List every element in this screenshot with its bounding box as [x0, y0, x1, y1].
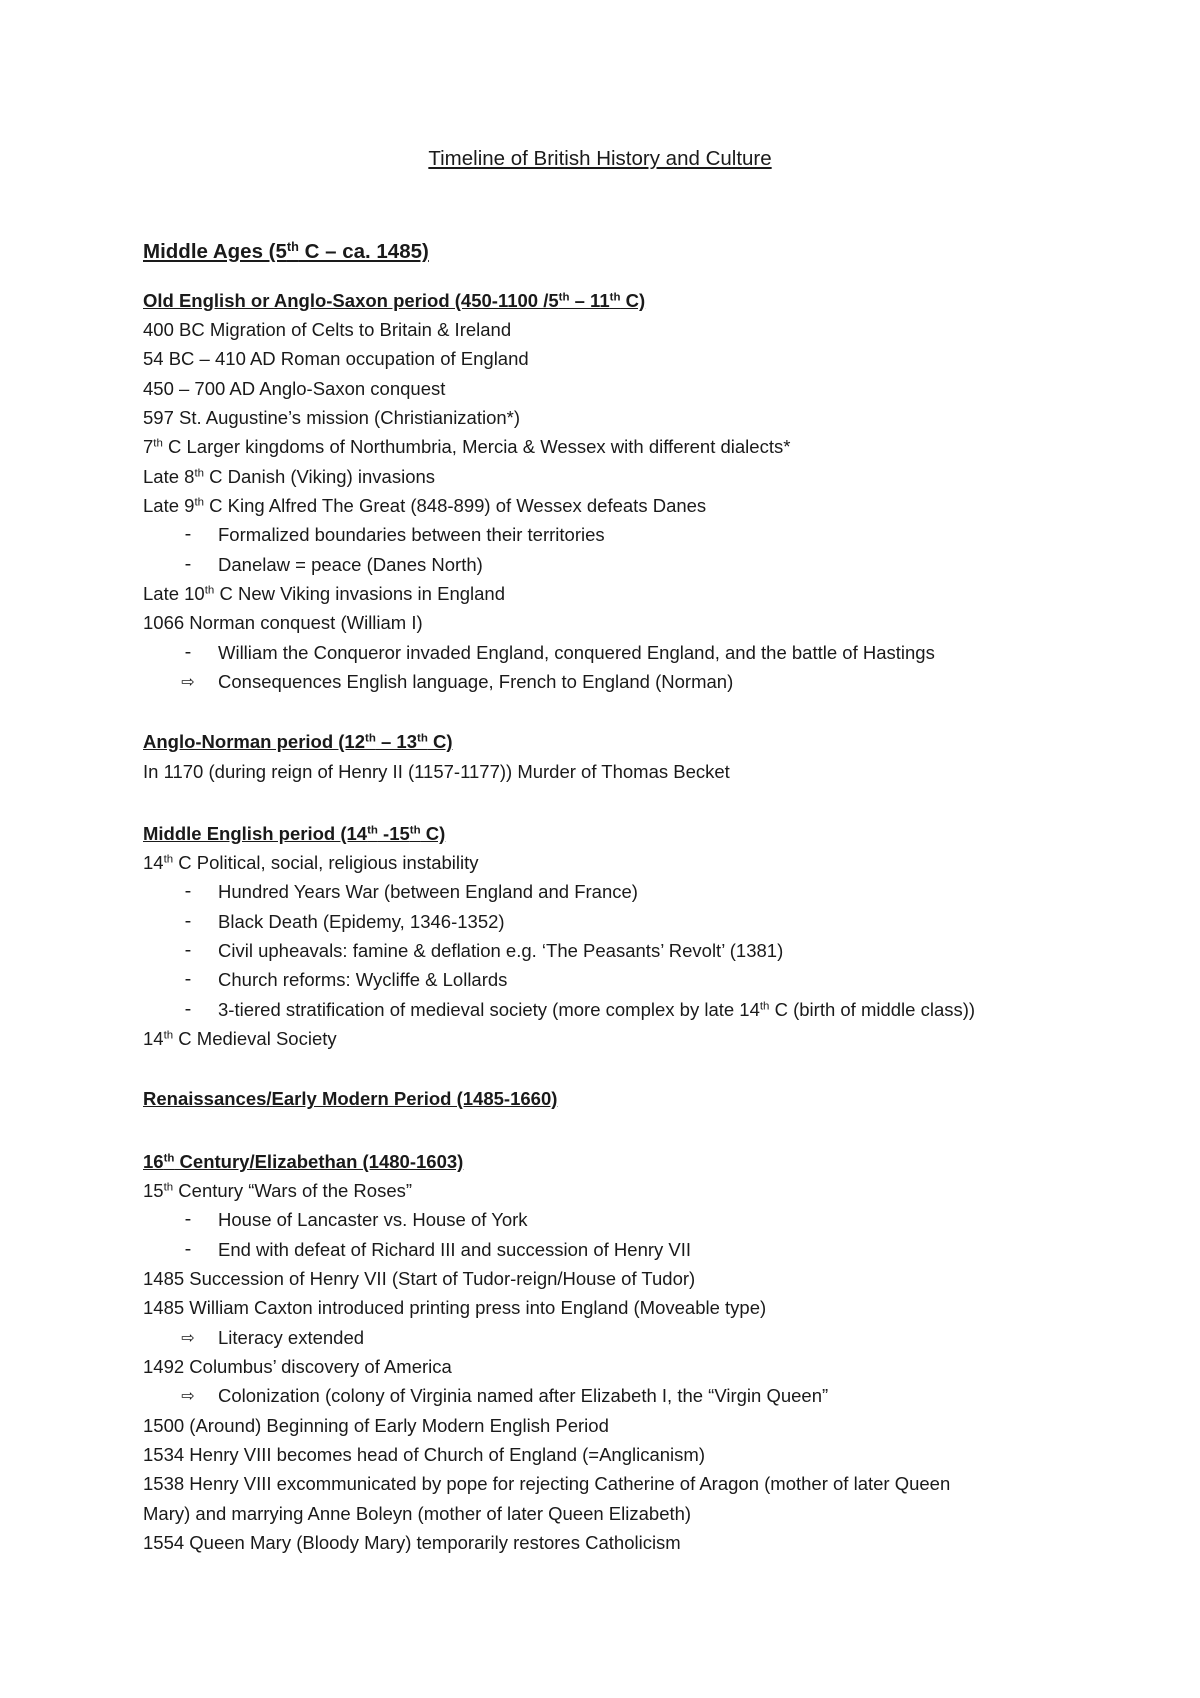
subsection-heading-elizabethan: 16th Century/Elizabethan (1480-1603): [143, 1151, 464, 1172]
arrow-right-icon: ⇨: [181, 672, 195, 691]
list-item: - End with defeat of Richard III and succession of Henry VII: [218, 1238, 691, 1262]
section-heading-middle-ages: Middle Ages (5th C – ca. 1485): [143, 239, 429, 263]
timeline-entry: 1492 Columbus’ discovery of America: [143, 1356, 452, 1377]
dash-bullet: -: [184, 642, 192, 663]
list-item: - House of Lancaster vs. House of York: [218, 1208, 528, 1232]
list-item: - Danelaw = peace (Danes North): [218, 553, 483, 577]
timeline-entry-continued: Mary) and marrying Anne Boleyn (mother of later Queen Elizabeth): [143, 1503, 692, 1524]
dash-bullet: -: [184, 1239, 192, 1260]
arrow-right-icon: ⇨: [181, 1328, 195, 1347]
list-item: - Hundred Years War (between England and France): [218, 880, 638, 904]
dash-bullet: -: [184, 554, 192, 575]
timeline-entry: 54 BC – 410 AD Roman occupation of England: [143, 348, 529, 369]
timeline-entry: 400 BC Migration of Celts to Britain & Ireland: [143, 319, 512, 340]
subsection-heading-anglo-norman: Anglo-Norman period (12th – 13th C): [143, 731, 453, 752]
timeline-entry: 450 – 700 AD Anglo-Saxon conquest: [143, 378, 446, 399]
timeline-entry: 1485 Succession of Henry VII (Start of Tudor-reign/House of Tudor): [143, 1268, 696, 1289]
timeline-entry: 1534 Henry VIII becomes head of Church of England (=Anglicanism): [143, 1444, 705, 1465]
timeline-entry: Late 10th C New Viking invasions in England: [143, 583, 505, 604]
timeline-entry: Late 9th C King Alfred The Great (848-899) of Wessex defeats Danes: [143, 495, 707, 516]
timeline-entry: In 1170 (during reign of Henry II (1157-1177)) Murder of Thomas Becket: [143, 761, 730, 782]
timeline-entry: 7th C Larger kingdoms of Northumbria, Mercia & Wessex with different dialects*: [143, 436, 791, 457]
document-title: Timeline of British History and Culture: [428, 147, 772, 170]
list-item: - Formalized boundaries between their territories: [218, 523, 605, 547]
list-item: - Civil upheavals: famine & deflation e.g. ‘The Peasants’ Revolt’ (1381): [218, 939, 783, 963]
list-item: ⇨ Literacy extended: [218, 1326, 364, 1350]
list-item: ⇨ Colonization (colony of Virginia named after Elizabeth I, the “Virgin Queen”: [218, 1384, 828, 1408]
list-item: - Church reforms: Wycliffe & Lollards: [218, 968, 507, 992]
dash-bullet: -: [184, 881, 192, 902]
list-item: - 3-tiered stratification of medieval society (more complex by late 14th C (birth of middle class)): [218, 998, 975, 1022]
timeline-entry: 14th C Political, social, religious instability: [143, 852, 479, 873]
list-item: - Black Death (Epidemy, 1346-1352): [218, 910, 505, 934]
dash-bullet: -: [184, 1209, 192, 1230]
timeline-entry: 1485 William Caxton introduced printing press into England (Moveable type): [143, 1297, 767, 1318]
timeline-entry: Late 8th C Danish (Viking) invasions: [143, 466, 436, 487]
subsection-heading-middle-english: Middle English period (14th -15th C): [143, 823, 446, 844]
timeline-entry: 1500 (Around) Beginning of Early Modern English Period: [143, 1415, 609, 1436]
timeline-entry: 1066 Norman conquest (William I): [143, 612, 423, 633]
timeline-entry: 15th Century “Wars of the Roses”: [143, 1180, 413, 1201]
timeline-entry: 1538 Henry VIII excommunicated by pope for rejecting Catherine of Aragon (mother of later Queen: [143, 1473, 951, 1494]
list-item: - William the Conqueror invaded England, conquered England, and the battle of Hastings: [218, 641, 935, 665]
dash-bullet: -: [184, 911, 192, 932]
dash-bullet: -: [184, 940, 192, 961]
subsection-heading-old-english: Old English or Anglo-Saxon period (450-1100 /5th – 11th C): [143, 290, 646, 311]
timeline-entry: 597 St. Augustine’s mission (Christianization*): [143, 407, 521, 428]
timeline-entry: 14th C Medieval Society: [143, 1028, 337, 1049]
list-item: ⇨ Consequences English language, French to England (Norman): [218, 670, 733, 694]
section-heading-renaissance: Renaissances/Early Modern Period (1485-1660): [143, 1088, 558, 1109]
dash-bullet: -: [184, 524, 192, 545]
dash-bullet: -: [184, 999, 192, 1020]
dash-bullet: -: [184, 969, 192, 990]
timeline-entry: 1554 Queen Mary (Bloody Mary) temporarily restores Catholicism: [143, 1532, 681, 1553]
arrow-right-icon: ⇨: [181, 1386, 195, 1405]
